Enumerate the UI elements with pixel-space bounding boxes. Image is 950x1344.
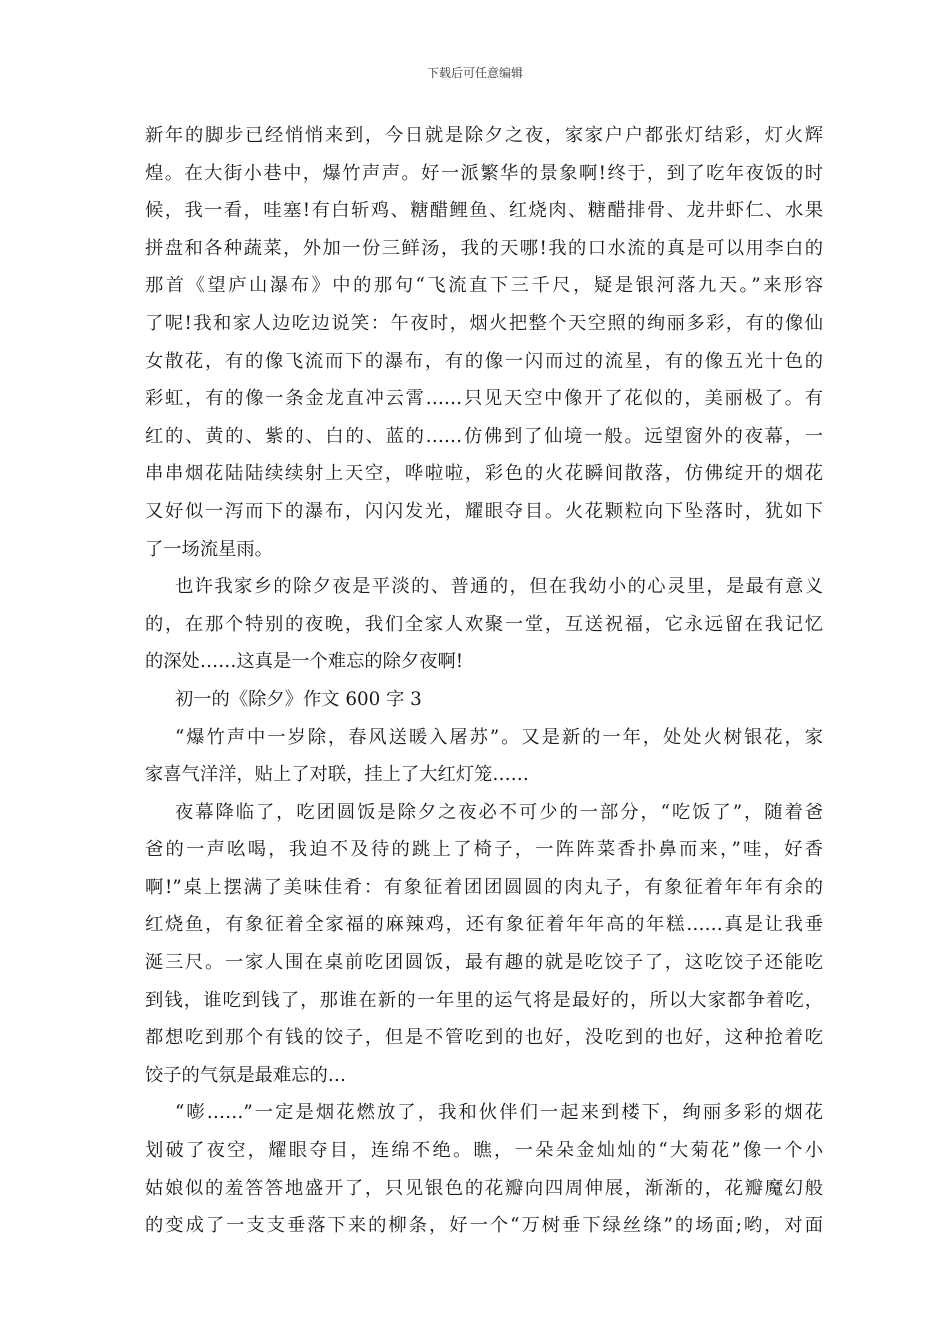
text-line: 女散花，有的像飞流而下的瀑布，有的像一闪而过的流星，有的像五光十色的 (145, 350, 823, 372)
text-line: 爸的一声吆喝，我迫不及待的跳上了椅子，一阵阵菜香扑鼻而来，”哇，好香 (145, 839, 823, 861)
text-line: 了一场流星雨。 (145, 538, 273, 560)
text-line: 煌。在大街小巷中，爆竹声声。好一派繁华的景象啊!终于，到了吃年夜饭的时 (145, 162, 823, 184)
text-line: 拼盘和各种蔬菜，外加一份三鲜汤，我的天哪!我的口水流的真是可以用李白的 (145, 237, 823, 259)
text-line: 的变成了一支支垂落下来的柳条，好一个“万树垂下绿丝绦”的场面;哟，对面 (145, 1215, 823, 1237)
text-line: 了呢!我和家人边吃边说笑：午夜时，烟火把整个天空照的绚丽多彩，有的像仙 (145, 312, 823, 334)
text-line: 啊!”桌上摆满了美味佳肴：有象征着团团圆圆的肉丸子，有象征着年年有余的 (145, 876, 823, 898)
text-line: 的，在那个特别的夜晚，我们全家人欢聚一堂，互送祝福，它永远留在我记忆 (145, 613, 823, 635)
document-body (145, 117, 823, 1245)
text-line: 饺子的气氛是最难忘的… (145, 1064, 347, 1086)
text-line: 到钱，谁吃到钱了，那谁在新的一年里的运气将是最好的，所以大家都争着吃， (145, 989, 823, 1011)
text-line: 候，我一看，哇塞!有白斩鸡、糖醋鲤鱼、红烧肉、糖醋排骨、龙井虾仁、水果 (145, 200, 823, 222)
text-line: 夜幕降临了，吃团圆饭是除夕之夜必不可少的一部分，“吃饭了”，随着爸 (175, 801, 823, 823)
text-line: 红的、黄的、紫的、白的、蓝的……仿佛到了仙境一般。远望窗外的夜幕，一 (145, 425, 823, 447)
text-line: 涎三尺。一家人围在桌前吃团圆饭，最有趣的就是吃饺子了，这吃饺子还能吃 (145, 952, 823, 974)
text-line: 的深处……这真是一个难忘的除夕夜啊! (145, 651, 464, 673)
text-line: 串串烟花陆陆续续射上天空，哗啦啦，彩色的火花瞬间散落，仿佛绽开的烟花 (145, 463, 823, 485)
text-line: 都想吃到那个有钱的饺子，但是不管吃到的也好，没吃到的也好，这种抢着吃 (145, 1027, 823, 1049)
text-line: “嘭……”一定是烟花燃放了，我和伙伴们一起来到楼下，绚丽多彩的烟花 (175, 1102, 823, 1124)
text-line: 新年的脚步已经悄悄来到，今日就是除夕之夜，家家户户都张灯结彩，灯火辉 (145, 125, 823, 146)
text-line: 又好似一泻而下的瀑布，闪闪发光，耀眼夺目。火花颗粒向下坠落时，犹如下 (145, 500, 823, 522)
text-line: “爆竹声中一岁除，春风送暖入屠苏”。又是新的一年，处处火树银花，家 (175, 726, 823, 748)
text-line: 彩虹，有的像一条金龙直冲云霄……只见天空中像开了花似的，美丽极了。有 (145, 388, 823, 410)
text-line: 家喜气洋洋，贴上了对联，挂上了大红灯笼…… (145, 764, 529, 786)
text-line: 红烧鱼，有象征着全家福的麻辣鸡，还有象征着年年高的年糕……真是让我垂 (145, 914, 823, 936)
page-header: 下载后可任意编辑 (426, 66, 523, 80)
section-heading: 初一的《除夕》作文 600 字 3 (175, 688, 422, 710)
text-line: 那首《望庐山瀑布》中的那句“飞流直下三千尺，疑是银河落九天。”来形容 (145, 275, 823, 297)
text-line: 划破了夜空，耀眼夺目，连绵不绝。瞧，一朵朵金灿灿的“大菊花”像一个小 (145, 1140, 823, 1162)
text-line: 也许我家乡的除夕夜是平淡的、普通的，但在我幼小的心灵里，是最有意义 (175, 576, 823, 598)
text-line: 姑娘似的羞答答地盛开了，只见银色的花瓣向四周伸展，渐渐的，花瓣魔幻般 (145, 1177, 823, 1199)
